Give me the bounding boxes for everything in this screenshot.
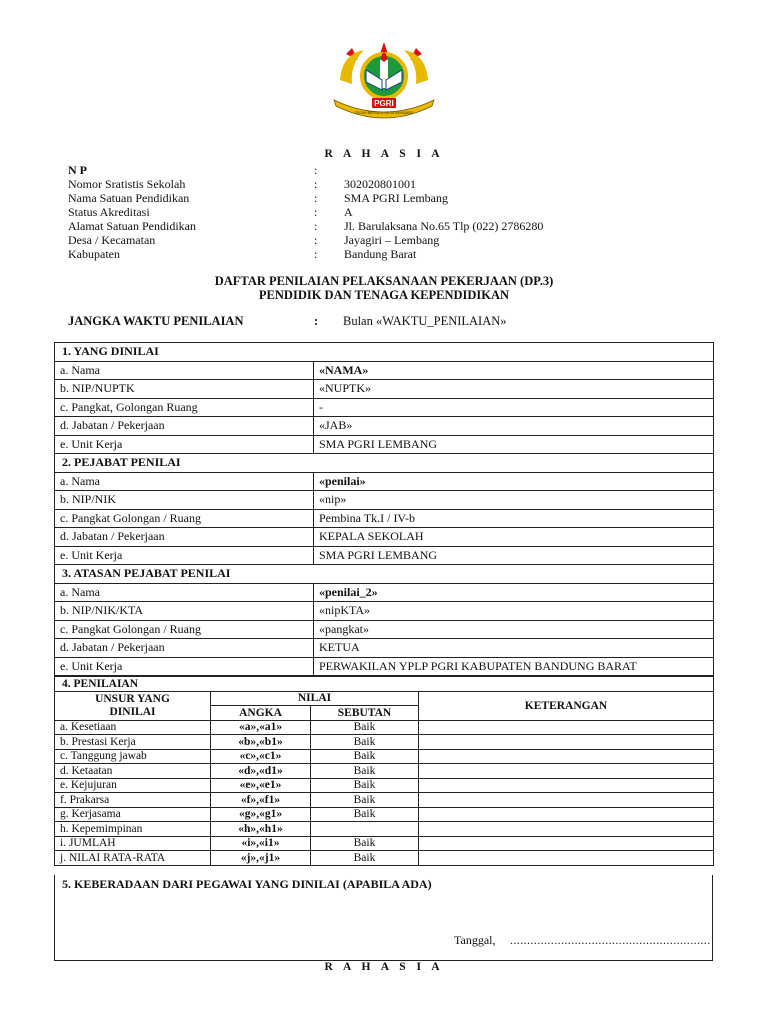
section-5-title: 5. KEBERADAAN DARI PEGAWAI YANG DINILAI (APABILA ADA)	[62, 877, 432, 891]
sebutan-value: Baik	[311, 851, 419, 866]
field-label: d. Jabatan / Pekerjaan	[55, 639, 314, 658]
confidential-label-top: R A H A S I A	[324, 148, 444, 160]
column-header-nilai: NILAI	[211, 691, 419, 706]
sebutan-value: Baik	[311, 778, 419, 793]
keterangan-cell	[419, 793, 714, 808]
school-info-label: Alamat Satuan Pendidikan	[68, 219, 196, 233]
field-value: «nipKTA»	[314, 602, 714, 621]
school-info-value: SMA PGRI Lembang	[344, 191, 449, 205]
field-value: «JAB»	[314, 417, 714, 436]
section-title: 2. PEJABAT PENILAI	[55, 454, 714, 473]
keterangan-cell	[419, 822, 714, 837]
field-value: KEPALA SEKOLAH	[314, 528, 714, 547]
school-info-colon: :	[314, 219, 318, 233]
angka-value: «h»,«h1»	[211, 822, 311, 837]
field-label: a. Nama	[55, 583, 314, 602]
table-row	[55, 546, 714, 565]
assessment-row	[55, 793, 714, 808]
field-label: b. NIP/NUPTK	[55, 380, 314, 399]
sebutan-value: Baik	[311, 836, 419, 851]
assessment-row	[55, 720, 714, 735]
document-subtitle: PENDIDIK DAN TENAGA KEPENDIDIKAN	[258, 288, 510, 302]
angka-value: «g»,«g1»	[211, 807, 311, 822]
column-header-keterangan: KETERANGAN	[419, 691, 714, 720]
table-row	[55, 583, 714, 602]
criterion-label: b. Prestasi Kerja	[55, 735, 211, 750]
sebutan-value: Baik	[311, 720, 419, 735]
field-value: «penilai»	[314, 472, 714, 491]
period-label: JANGKA WAKTU PENILAIAN	[68, 314, 244, 328]
section-header-row	[55, 454, 714, 473]
field-label: c. Pangkat Golongan / Ruang	[55, 620, 314, 639]
assessment-row	[55, 749, 714, 764]
angka-value: «c»,«c1»	[211, 749, 311, 764]
table-row	[55, 472, 714, 491]
assessment-row	[55, 807, 714, 822]
school-info-label: Nomor Sratistis Sekolah	[68, 177, 186, 191]
table-row	[55, 417, 714, 436]
keterangan-cell	[419, 778, 714, 793]
field-value: -	[314, 398, 714, 417]
sebutan-value: Baik	[311, 735, 419, 750]
table-row	[55, 398, 714, 417]
angka-value: «a»,«a1»	[211, 720, 311, 735]
school-info-value: Jayagiri – Lembang	[344, 233, 440, 247]
assessment-row	[55, 851, 714, 866]
assessment-row	[55, 778, 714, 793]
section-title: 1. YANG DINILAI	[55, 343, 714, 362]
pgri-logo	[330, 40, 438, 126]
keterangan-cell	[419, 851, 714, 866]
logo-motto: TEGUH BERSATU SETIA MENGABDI	[354, 111, 414, 115]
criterion-label: c. Tanggung jawab	[55, 749, 211, 764]
table-row	[55, 491, 714, 510]
sebutan-value: Baik	[311, 749, 419, 764]
school-info-label: Nama Satuan Pendidikan	[68, 191, 190, 205]
keterangan-cell	[419, 720, 714, 735]
school-info-value: 302020801001	[344, 177, 416, 191]
criterion-label: h. Kepemimpinan	[55, 822, 211, 837]
criterion-label: e. Kejujuran	[55, 778, 211, 793]
keterangan-cell	[419, 836, 714, 851]
criterion-label: a. Kesetiaan	[55, 720, 211, 735]
table-row	[55, 602, 714, 621]
document-title: DAFTAR PENILAIAN PELAKSANAAN PEKERJAAN (DP.3)	[214, 274, 554, 288]
field-value: «NAMA»	[314, 361, 714, 380]
criterion-label: g. Kerjasama	[55, 807, 211, 822]
assessment-table	[54, 676, 714, 866]
identity-table	[54, 342, 714, 676]
sebutan-value: Baik	[311, 764, 419, 779]
table-row	[55, 639, 714, 658]
field-value: «pangkat»	[314, 620, 714, 639]
table-row	[55, 657, 714, 676]
field-label: a. Nama	[55, 472, 314, 491]
table-row	[55, 509, 714, 528]
field-label: e. Unit Kerja	[55, 435, 314, 454]
angka-value: «f»,«f1»	[211, 793, 311, 808]
criterion-label: f. Prakarsa	[55, 793, 211, 808]
table-row	[55, 380, 714, 399]
field-label: c. Pangkat, Golongan Ruang	[55, 398, 314, 417]
field-label: e. Unit Kerja	[55, 657, 314, 676]
sebutan-value: Baik	[311, 793, 419, 808]
field-value: Pembina Tk.I / IV-b	[314, 509, 714, 528]
field-label: d. Jabatan / Pekerjaan	[55, 417, 314, 436]
assessment-row	[55, 764, 714, 779]
section-5-box	[54, 875, 713, 961]
table-row	[55, 435, 714, 454]
school-info-colon: :	[314, 177, 318, 191]
field-value: KETUA	[314, 639, 714, 658]
criterion-label: i. JUMLAH	[55, 836, 211, 851]
angka-value: «d»,«d1»	[211, 764, 311, 779]
sebutan-value	[311, 822, 419, 837]
school-info-value: A	[344, 205, 353, 219]
section-header-row	[55, 343, 714, 362]
field-value: SMA PGRI LEMBANG	[314, 435, 714, 454]
angka-value: «i»,«i1»	[211, 836, 311, 851]
school-info-value: Bandung Barat	[344, 247, 417, 261]
field-label: d. Jabatan / Pekerjaan	[55, 528, 314, 547]
field-value: «nip»	[314, 491, 714, 510]
field-value: «NUPTK»	[314, 380, 714, 399]
keterangan-cell	[419, 749, 714, 764]
period-colon: :	[314, 314, 319, 328]
field-label: c. Pangkat Golongan / Ruang	[55, 509, 314, 528]
period-value: Bulan «WAKTU_PENILAIAN»	[343, 314, 507, 328]
field-label: a. Nama	[55, 361, 314, 380]
assessment-row	[55, 735, 714, 750]
school-info-label: N P	[68, 163, 87, 177]
table-row	[55, 528, 714, 547]
field-label: e. Unit Kerja	[55, 546, 314, 565]
school-info-label: Desa / Kecamatan	[68, 233, 156, 247]
school-info-colon: :	[314, 247, 318, 261]
keterangan-cell	[419, 735, 714, 750]
field-value: SMA PGRI LEMBANG	[314, 546, 714, 565]
table-row	[55, 361, 714, 380]
criterion-label: d. Ketaatan	[55, 764, 211, 779]
school-info-colon: :	[314, 233, 318, 247]
assessment-row	[55, 836, 714, 851]
field-label: b. NIP/NIK	[55, 491, 314, 510]
angka-value: «e»,«e1»	[211, 778, 311, 793]
school-info-colon: :	[314, 191, 318, 205]
column-header-angka: ANGKA	[211, 706, 311, 721]
field-value: PERWAKILAN YPLP PGRI KABUPATEN BANDUNG BARAT	[314, 657, 714, 676]
confidential-label-bottom: R A H A S I A	[324, 961, 444, 973]
section-header-row	[55, 565, 714, 584]
school-info-colon: :	[314, 163, 318, 177]
assessment-row	[55, 822, 714, 837]
angka-value: «b»,«b1»	[211, 735, 311, 750]
sebutan-value: Baik	[311, 807, 419, 822]
tanggal-field: ...........................................................	[510, 933, 711, 947]
assessment-section-title: 4. PENILAIAN	[55, 677, 714, 692]
field-label: b. NIP/NIK/KTA	[55, 602, 314, 621]
keterangan-cell	[419, 764, 714, 779]
tanggal-label: Tanggal,	[454, 933, 496, 947]
school-info-label: Kabupaten	[68, 247, 120, 261]
field-value: «penilai_2»	[314, 583, 714, 602]
school-info-label: Status Akreditasi	[68, 205, 150, 219]
keterangan-cell	[419, 807, 714, 822]
school-info-colon: :	[314, 205, 318, 219]
logo-text: PGRI	[374, 99, 394, 108]
column-header-unsur: UNSUR YANG DINILAI	[55, 691, 211, 720]
school-info-value: Jl. Barulaksana No.65 Tlp (022) 2786280	[344, 219, 544, 233]
angka-value: «j»,«j1»	[211, 851, 311, 866]
table-row	[55, 620, 714, 639]
column-header-sebutan: SEBUTAN	[311, 706, 419, 721]
section-title: 3. ATASAN PEJABAT PENILAI	[55, 565, 714, 584]
criterion-label: j. NILAI RATA-RATA	[55, 851, 211, 866]
